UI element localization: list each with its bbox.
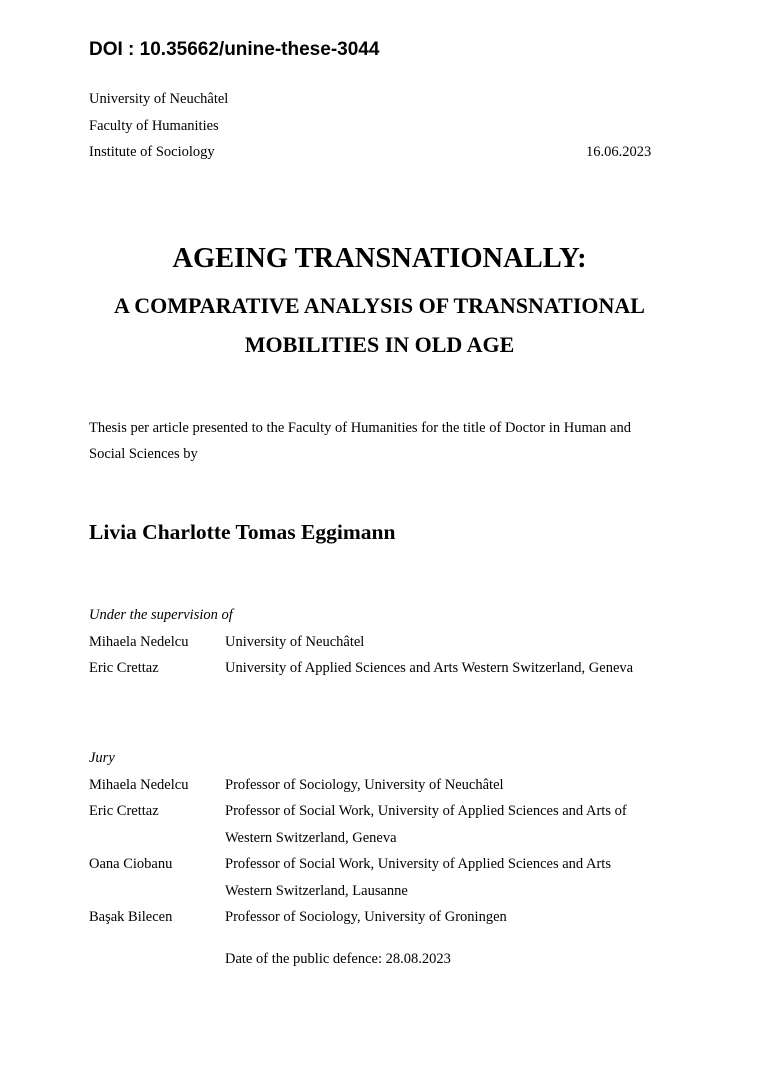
- university-name: University of Neuchâtel: [89, 91, 229, 107]
- presentation-text-line-2: Social Sciences by: [89, 446, 198, 462]
- supervisor-name: Mihaela Nedelcu: [89, 634, 189, 650]
- institute-name: Institute of Sociology: [89, 144, 215, 160]
- jury-member-role: Professor of Social Work, University of Applied Sciences and Arts of: [225, 803, 627, 819]
- presentation-text-line-1: Thesis per article presented to the Faculty of Humanities for the title of Doctor in Human and: [89, 420, 631, 436]
- supervisor-affiliation: University of Applied Sciences and Arts Western Switzerland, Geneva: [225, 660, 634, 676]
- jury-heading: Jury: [89, 750, 115, 766]
- thesis-title: AGEING TRANSNATIONALLY:: [172, 243, 587, 274]
- jury-member-role: Professor of Social Work, University of Applied Sciences and Arts: [225, 856, 611, 872]
- supervision-heading: Under the supervision of: [89, 607, 233, 623]
- thesis-subtitle-line-2: MOBILITIES IN OLD AGE: [244, 332, 515, 357]
- jury-member-role: Professor of Sociology, University of Neuchâtel: [225, 777, 504, 793]
- jury-member-name: Eric Crettaz: [89, 803, 159, 819]
- submission-date: 16.06.2023: [586, 144, 652, 160]
- jury-member-role-continued: Western Switzerland, Lausanne: [225, 883, 408, 899]
- defence-date: Date of the public defence: 28.08.2023: [225, 951, 451, 967]
- supervisor-affiliation: University of Neuchâtel: [225, 634, 365, 650]
- jury-member-name: Başak Bilecen: [89, 909, 173, 925]
- jury-member-role: Professor of Sociology, University of Groningen: [225, 909, 507, 925]
- jury-member-role-continued: Western Switzerland, Geneva: [225, 830, 397, 846]
- thesis-subtitle-line-1: A COMPARATIVE ANALYSIS OF TRANSNATIONAL: [114, 293, 645, 318]
- supervisor-name: Eric Crettaz: [89, 660, 159, 676]
- jury-member-name: Oana Ciobanu: [89, 856, 173, 872]
- doi-header: DOI : 10.35662/unine-these-3044: [89, 39, 380, 60]
- jury-member-name: Mihaela Nedelcu: [89, 777, 189, 793]
- faculty-name: Faculty of Humanities: [89, 118, 219, 134]
- author-name: Livia Charlotte Tomas Eggimann: [89, 520, 396, 544]
